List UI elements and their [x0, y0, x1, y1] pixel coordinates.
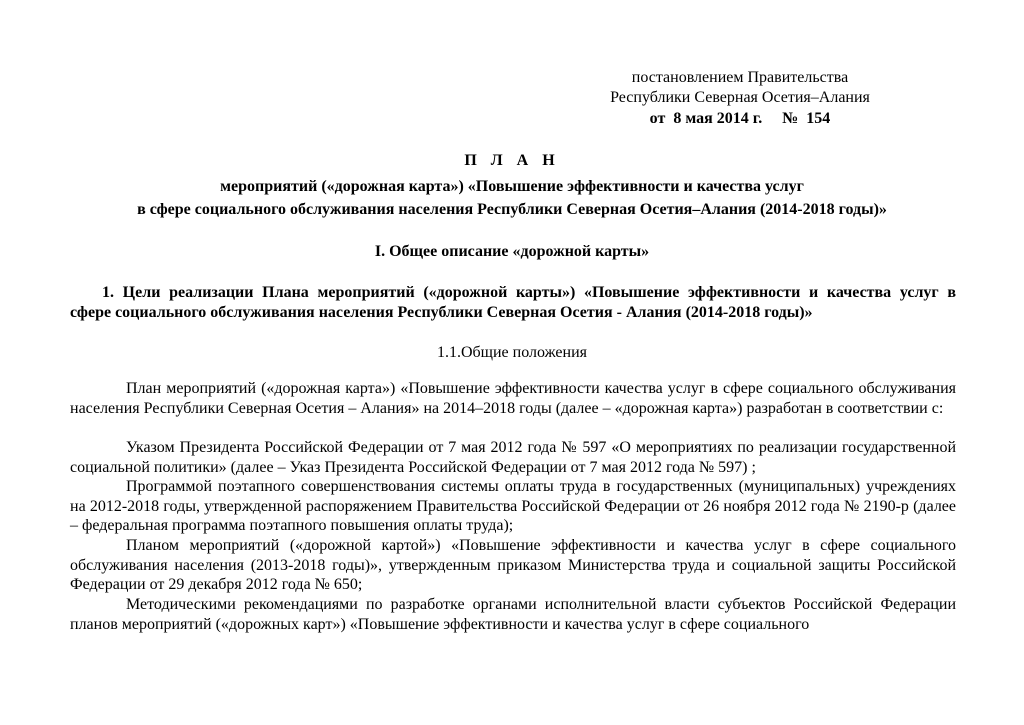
- paragraph-plan-intro: План мероприятий («дорожная карта») «Повышение эффективности качества услуг в сфере социального обслуживания населения Республики Северная Осетия – Алания» на 2014–2018 годы (далее – «дорожная карта») разработан в соответствии с:: [70, 380, 956, 417]
- section-heading: I. Общее описание «дорожной карты»: [374, 243, 650, 260]
- paragraph-program: Программой поэтапного совершенствования системы оплаты труда в государственных (муниципальных) учреждениях на 2012-2018 годы, утвержденной распоряжением Правительства Российской Федерации от 26 ноября 2012 года № 2190-р (далее – федеральная программа поэтапного повышения оплаты труда);: [70, 478, 956, 534]
- approval-line-2: Республики Северная Осетия–Алания: [610, 89, 870, 106]
- subsection-heading: 1.1.Общие положения: [436, 344, 588, 361]
- paragraph-guidelines: Методическими рекомендациями по разработке органами исполнительной власти субъектов Российской Федерации планов мероприятий («дорожных карт») «Повышение эффективности и качества услуг в сфере социального: [70, 596, 956, 633]
- goals-heading-line-1: 1. Цели реализации Плана мероприятий («дорожной карты») «Повышение эффективности и качества услуг в: [102, 284, 956, 301]
- document-subtitle-line-1: мероприятий («дорожная карта») «Повышение эффективности и качества услуг: [220, 178, 804, 195]
- approval-line-1: постановлением Правительства: [631, 69, 849, 86]
- document-title: П Л А Н: [464, 152, 560, 169]
- goals-heading-line-2: сфере социального обслуживания населения Республики Северная Осетия - Алания (2014-2018 годы)»: [70, 304, 813, 321]
- approval-date-number: от 8 мая 2014 г. № 154: [649, 110, 831, 127]
- document-subtitle-line-2: в сфере социального обслуживания населения Республики Северная Осетия–Алания (2014-2018 годы)»: [137, 201, 887, 218]
- paragraph-decree: Указом Президента Российской Федерации от 7 мая 2012 года № 597 «О мероприятиях по реализации государственной социальной политики» (далее – Указ Президента Российской Федерации от 7 мая 2012 года № 597) ;: [70, 439, 956, 476]
- goals-heading: [70, 283, 956, 323]
- paragraph-roadmap-plan: Планом мероприятий («дорожной картой») «Повышение эффективности и качества услуг в сфере социального обслуживания населения (2013-2018 годы)», утвержденным приказом Министерства труда и социальной защиты Российской Федерации от 29 декабря 2012 года № 650;: [70, 537, 956, 593]
